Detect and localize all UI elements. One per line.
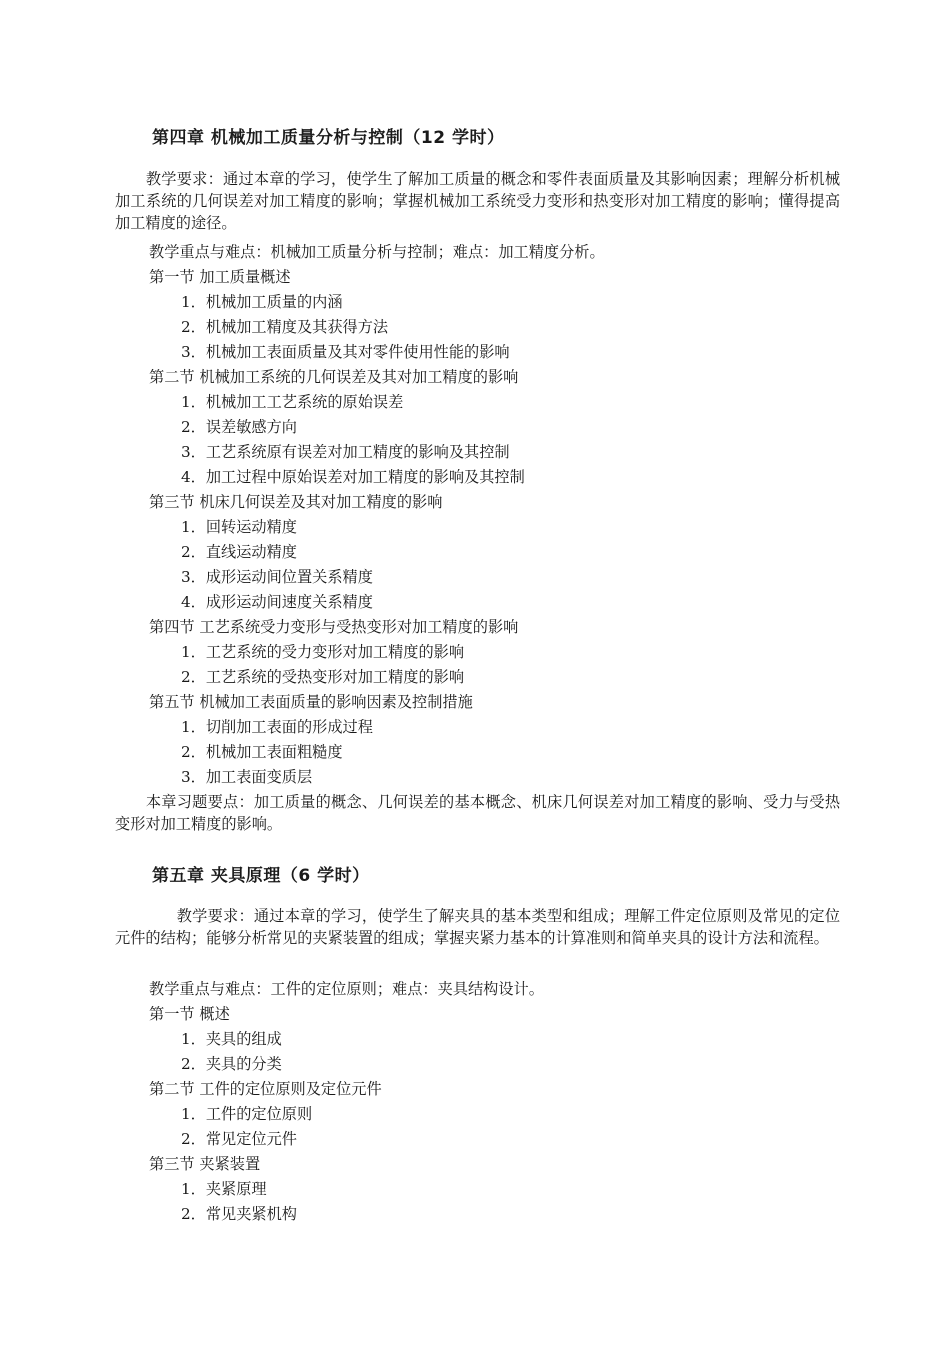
ch4-s2-item-1: 1．机械加工工艺系统的原始误差	[181, 393, 404, 411]
ch5-section-3-title: 第三节 夹紧装置	[149, 1155, 261, 1173]
ch5-s1-item-1: 1．夹具的组成	[181, 1030, 282, 1048]
ch4-section-3-title: 第三节 机床几何误差及其对加工精度的影响	[149, 493, 443, 511]
ch4-s4-item-2: 2．工艺系统的受热变形对加工精度的影响	[181, 668, 465, 686]
ch4-s3-item-3: 3．成形运动间位置关系精度	[181, 568, 373, 586]
chapter-4-exercise: 本章习题要点：加工质量的概念、几何误差的基本概念、机床几何误差对加工精度的影响、受力与受热变形对加工精度的影响。	[115, 793, 840, 833]
ch4-s1-item-3: 3．机械加工表面质量及其对零件使用性能的影响	[181, 343, 510, 361]
ch4-section-5-title: 第五节 机械加工表面质量的影响因素及控制措施	[149, 693, 473, 711]
ch4-s2-item-3: 3．工艺系统原有误差对加工精度的影响及其控制	[181, 443, 510, 461]
ch4-s3-item-2: 2．直线运动精度	[181, 543, 297, 561]
ch4-section-2-title: 第二节 机械加工系统的几何误差及其对加工精度的影响	[149, 368, 519, 386]
ch4-s1-item-2: 2．机械加工精度及其获得方法	[181, 318, 389, 336]
ch4-s2-item-2: 2．误差敏感方向	[181, 418, 297, 436]
ch4-s2-item-4: 4．加工过程中原始误差对加工精度的影响及其控制	[181, 468, 525, 486]
ch4-s5-item-2: 2．机械加工表面粗糙度	[181, 743, 343, 761]
ch4-section-4-title: 第四节 工艺系统受力变形与受热变形对加工精度的影响	[149, 618, 519, 636]
chapter-4-keypoints: 教学重点与难点：机械加工质量分析与控制；难点：加工精度分析。	[149, 243, 605, 261]
chapter-5-requirement: 教学要求：通过本章的学习，使学生了解夹具的基本类型和组成；理解工件定位原则及常见的定位元件的结构；能够分析常见的夹紧装置的组成；掌握夹紧力基本的计算准则和简单夹具的设计方法和流程。	[115, 907, 840, 947]
ch4-s3-item-1: 1．回转运动精度	[181, 518, 297, 536]
chapter-4-title: 第四章 机械加工质量分析与控制（12 学时）	[152, 128, 505, 148]
ch5-s1-item-2: 2．夹具的分类	[181, 1055, 282, 1073]
ch4-s5-item-3: 3．加工表面变质层	[181, 768, 313, 786]
ch4-s5-item-1: 1．切削加工表面的形成过程	[181, 718, 373, 736]
ch5-s3-item-1: 1．夹紧原理	[181, 1180, 267, 1198]
chapter-5-keypoints: 教学重点与难点：工件的定位原则；难点：夹具结构设计。	[149, 980, 544, 998]
ch4-s1-item-1: 1．机械加工质量的内涵	[181, 293, 343, 311]
ch4-s3-item-4: 4．成形运动间速度关系精度	[181, 593, 373, 611]
ch4-s4-item-1: 1．工艺系统的受力变形对加工精度的影响	[181, 643, 465, 661]
ch5-s3-item-2: 2．常见夹紧机构	[181, 1205, 297, 1223]
ch5-section-1-title: 第一节 概述	[149, 1005, 230, 1023]
chapter-5-title: 第五章 夹具原理（6 学时）	[152, 866, 370, 886]
ch5-section-2-title: 第二节 工件的定位原则及定位元件	[149, 1080, 382, 1098]
chapter-4-requirement: 教学要求：通过本章的学习，使学生了解加工质量的概念和零件表面质量及其影响因素；理解分析机械加工系统的几何误差对加工精度的影响；掌握机械加工系统受力变形和热变形对加工精度的影响；懂得提高加工精度的途径。	[115, 170, 840, 232]
ch4-section-1-title: 第一节 加工质量概述	[149, 268, 291, 286]
ch5-s2-item-2: 2．常见定位元件	[181, 1130, 297, 1148]
ch5-s2-item-1: 1．工件的定位原则	[181, 1105, 313, 1123]
